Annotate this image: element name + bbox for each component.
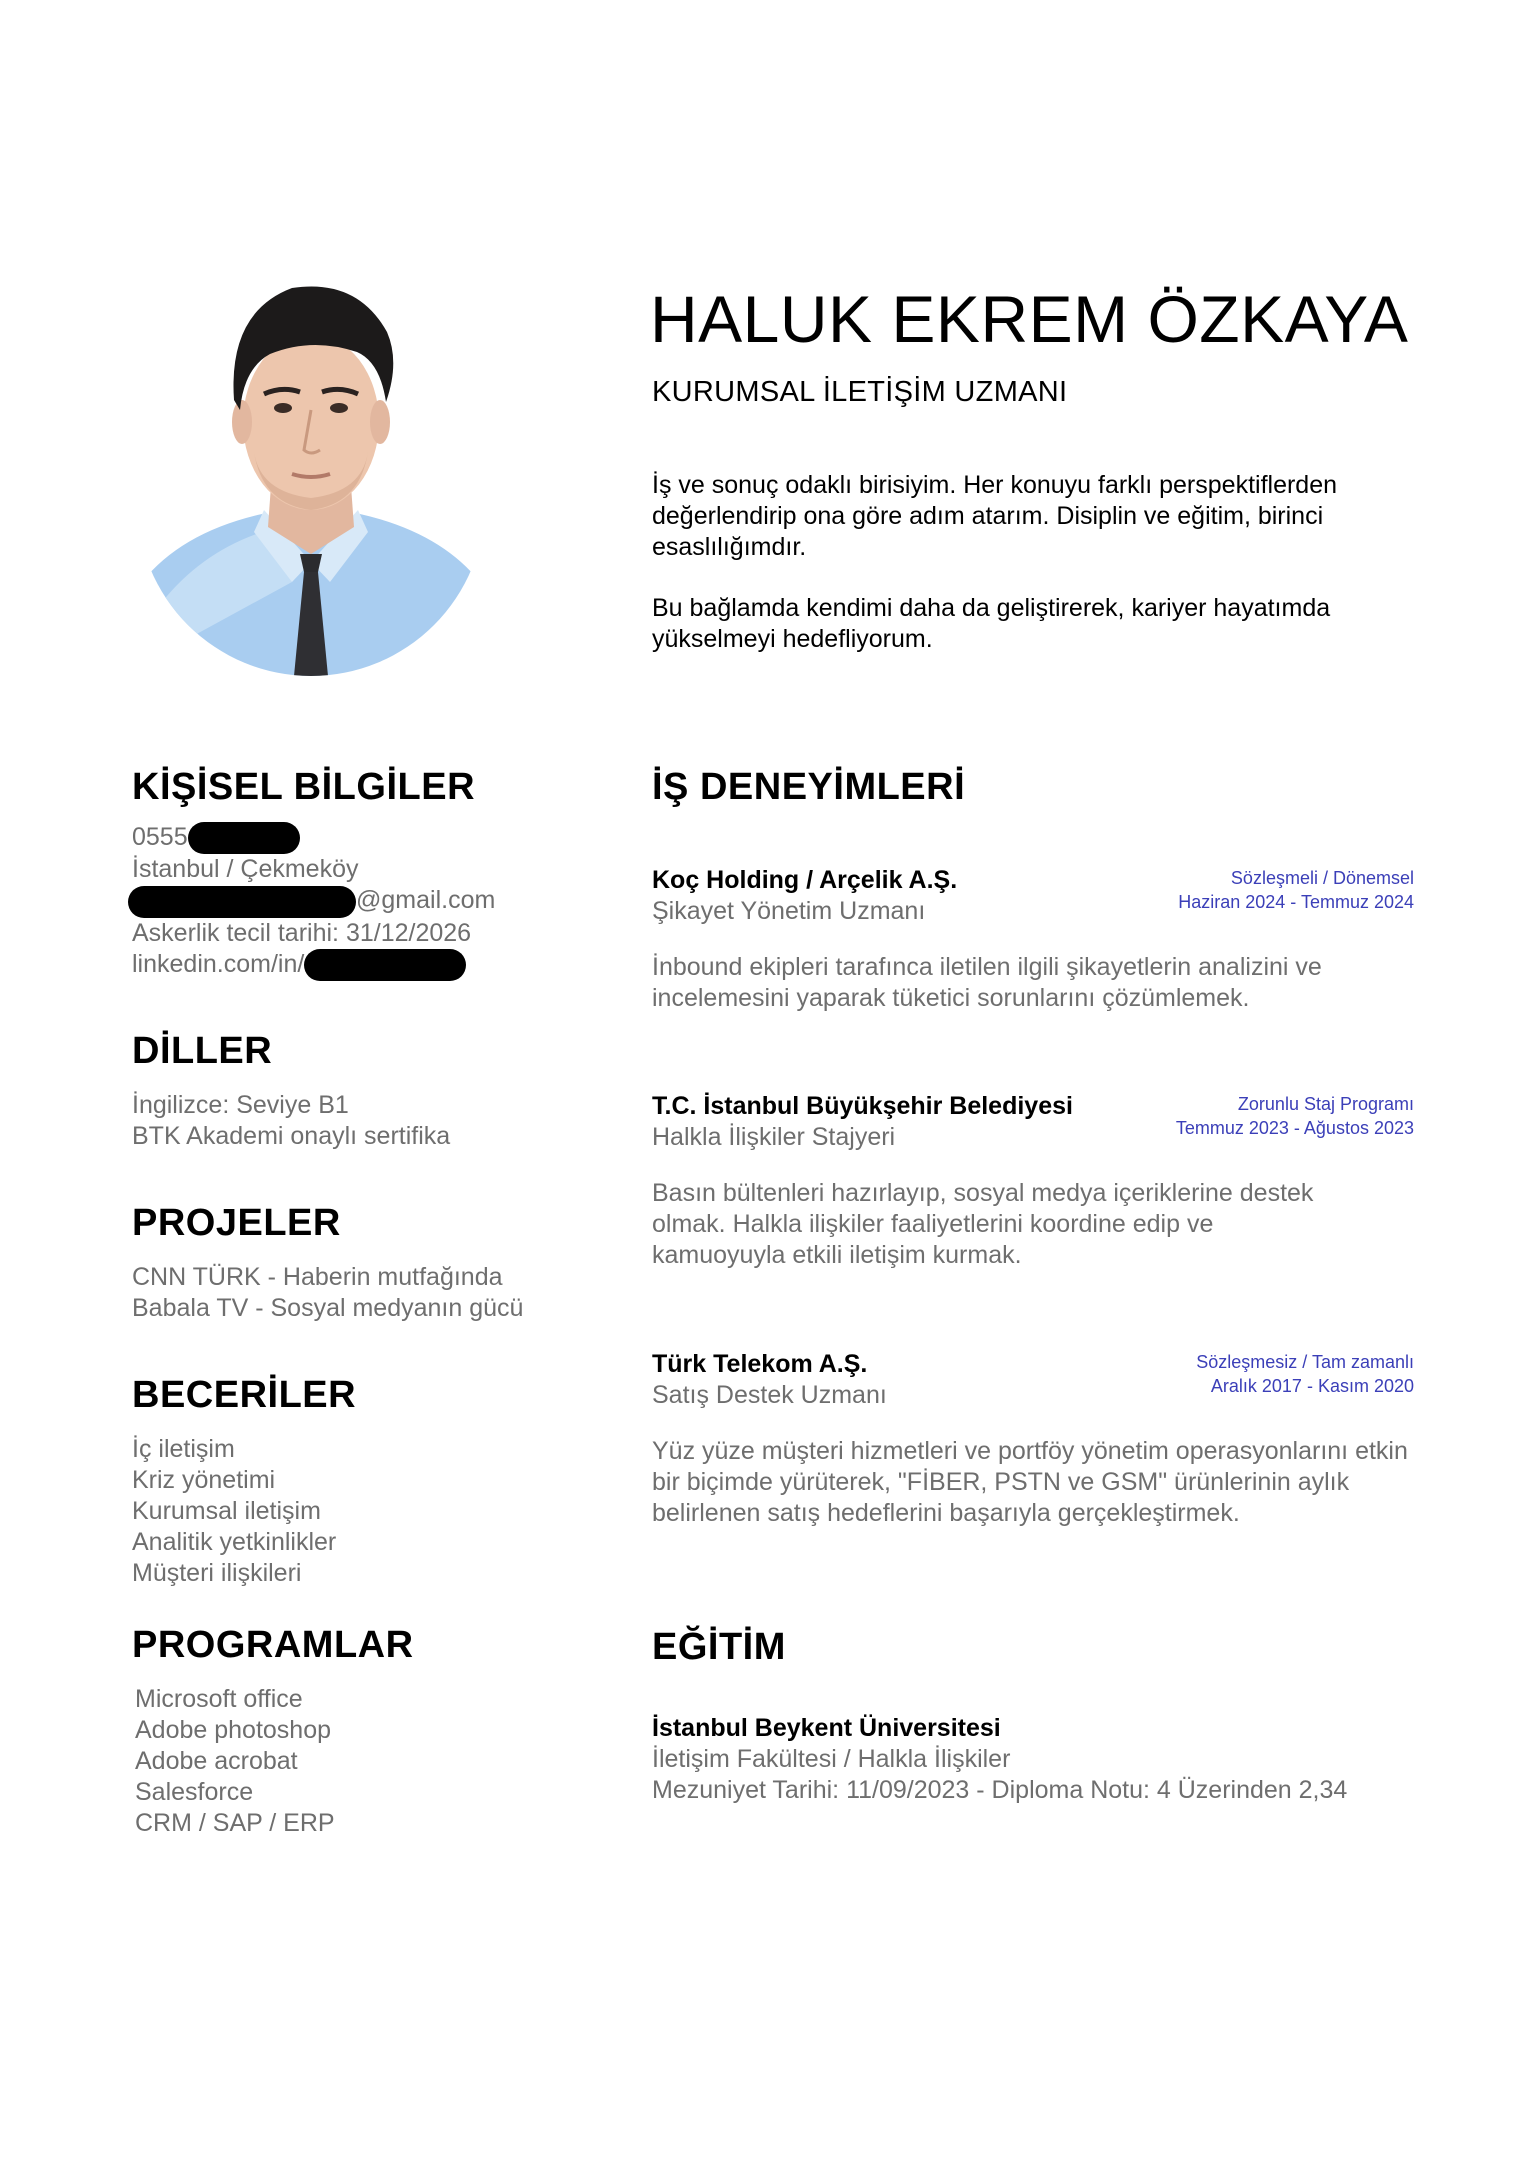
linkedin-line: [132, 949, 495, 981]
redaction-bar: [304, 949, 466, 981]
languages-list: [132, 1090, 450, 1152]
faculty: İletişim Fakültesi / Halkla İlişkiler: [652, 1745, 1011, 1773]
list-item: Analitik yetkinlikler: [132, 1528, 337, 1556]
phone-line: [132, 822, 495, 854]
section-heading-experience: İŞ DENEYİMLERİ: [652, 766, 966, 808]
list-item: İç iletişim: [132, 1435, 235, 1463]
summary-paragraph: İş ve sonuç odaklı birisiyim. Her konuyu farklı perspektiflerden değerlendirip ona göre adım atarım. Disiplin ve eğitim, birinci esaslılığımdır.: [652, 471, 1338, 561]
list-item: CRM / SAP / ERP: [135, 1809, 335, 1837]
section-heading-skills: BECERİLER: [132, 1374, 357, 1416]
job-role: Halkla İlişkiler Stajyeri: [652, 1123, 896, 1151]
job-role: Satış Destek Uzmanı: [652, 1381, 887, 1409]
linkedin-prefix: linkedin.com/in/: [132, 949, 305, 978]
job-description: Yüz yüze müşteri hizmetleri ve portföy yönetim operasyonlarını etkin bir biçimde yürüterek, "FİBER, PSTN ve GSM" ürünlerinin aylık belirlenen satış hedeflerini başarıyla gerçekleştirmek.: [652, 1437, 1408, 1527]
list-item: Salesforce: [135, 1778, 254, 1806]
list-item: BTK Akademi onaylı sertifika: [132, 1122, 451, 1150]
job-meta: [1196, 1350, 1414, 1398]
job-company: Türk Telekom A.Ş.: [652, 1350, 868, 1378]
list-item: Kurumsal iletişim: [132, 1497, 321, 1525]
job-type: Sözleşmeli / Dönemsel: [1230, 868, 1414, 888]
profile-photo: [142, 282, 480, 676]
section-heading-projects: PROJELER: [132, 1202, 341, 1244]
job-company: T.C. İstanbul Büyükşehir Belediyesi: [652, 1092, 1073, 1120]
job-dates: Temmuz 2023 - Ağustos 2023: [1175, 1118, 1414, 1138]
email-suffix: @gmail.com: [356, 886, 496, 915]
military-status: Askerlik tecil tarihi: 31/12/2026: [132, 918, 472, 947]
projects-list: [132, 1262, 523, 1324]
location: İstanbul / Çekmeköy: [132, 855, 359, 884]
job-type: Zorunlu Staj Programı: [1237, 1094, 1414, 1114]
list-item: Adobe acrobat: [135, 1747, 298, 1775]
section-heading-languages: DİLLER: [132, 1030, 273, 1072]
job-dates: Haziran 2024 - Temmuz 2024: [1178, 892, 1414, 912]
section-heading-personal: KİŞİSEL BİLGİLER: [132, 766, 476, 808]
summary: [652, 470, 1412, 685]
section-heading-education: EĞİTİM: [652, 1626, 786, 1668]
list-item: Kriz yönetimi: [132, 1466, 276, 1494]
job-type: Sözleşmesiz / Tam zamanlı: [1196, 1352, 1414, 1372]
candidate-name: HALUK EKREM ÖZKAYA: [650, 282, 1409, 356]
job-meta: [1176, 1092, 1414, 1140]
job-role: Şikayet Yönetim Uzmanı: [652, 897, 926, 925]
personal-info: [132, 822, 495, 981]
list-item: Microsoft office: [135, 1685, 303, 1713]
programs-list: [135, 1684, 335, 1839]
job-dates: Aralık 2017 - Kasım 2020: [1210, 1376, 1414, 1396]
school-name: İstanbul Beykent Üniversitesi: [652, 1714, 1001, 1742]
redaction-bar: [188, 822, 300, 854]
skills-list: [132, 1434, 336, 1589]
job-meta: [1178, 866, 1414, 914]
section-heading-programs: PROGRAMLAR: [132, 1624, 414, 1666]
list-item: Adobe photoshop: [135, 1716, 332, 1744]
summary-paragraph: Bu bağlamda kendimi daha da geliştirerek, kariyer hayatımda yükselmeyi hedefliyorum.: [652, 594, 1331, 653]
phone-number: 0555: [132, 823, 188, 851]
job-description: Basın bültenleri hazırlayıp, sosyal medya içeriklerine destek olmak. Halkla ilişkiler faaliyetlerini koordine edip ve kamuoyuyla etkili iletişim kurmak.: [652, 1179, 1314, 1269]
job-description: İnbound ekipleri tarafınca iletilen ilgili şikayetlerin analizini ve incelemesini yaparak tüketici sorunlarını çözümlemek.: [652, 953, 1322, 1012]
list-item: İngilizce: Seviye B1: [132, 1091, 349, 1119]
job-company: Koç Holding / Arçelik A.Ş.: [652, 866, 958, 894]
job-title: KURUMSAL İLETİŞİM UZMANI: [652, 376, 1068, 408]
graduation-info: Mezuniyet Tarihi: 11/09/2023 - Diploma Notu: 4 Üzerinden 2,34: [652, 1776, 1348, 1804]
redaction-bar: [128, 886, 356, 918]
list-item: Babala TV - Sosyal medyanın gücü: [132, 1294, 524, 1322]
list-item: Müşteri ilişkileri: [132, 1559, 302, 1587]
email-line: [128, 885, 495, 917]
list-item: CNN TÜRK - Haberin mutfağında: [132, 1263, 503, 1291]
